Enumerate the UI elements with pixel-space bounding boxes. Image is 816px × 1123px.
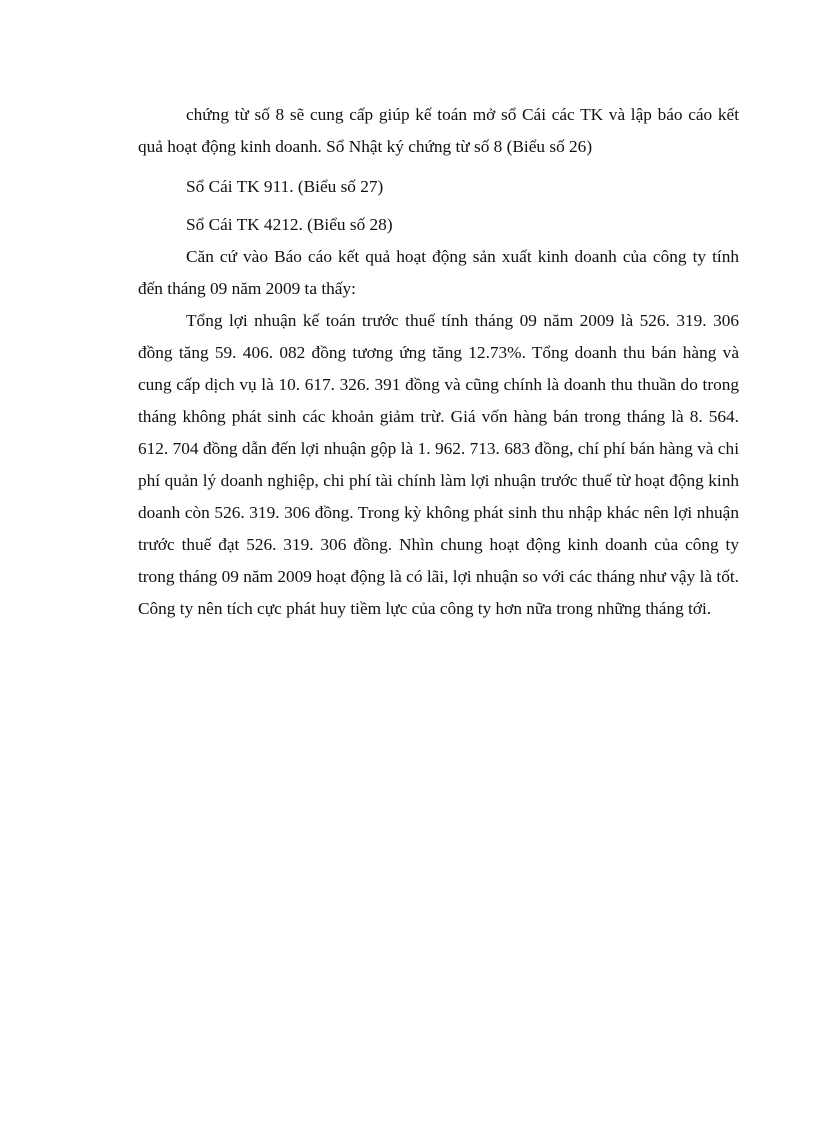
paragraph-ledger-911: Sổ Cái TK 911. (Biểu số 27): [186, 177, 384, 196]
paragraph-profit-analysis: Tổng lợi nhuận kế toán trước thuế tính tháng 09 năm 2009 là 526. 319. 306 đồng tăng 59. 406. 082 đồng tương ứng tăng 12.73%. Tổng doanh thu bán hàng và cung cấp dịch vụ là 10. 617. 326. 391 đồng và cũng chính là doanh thu thuần do trong tháng không phát sinh các khoản giảm trừ. Giá vốn hàng bán trong tháng là 8. 564. 612. 704 đồng dẫn đến lợi nhuận gộp là 1. 962. 713. 683 đồng, chí phí bán hàng và chi phí quản lý doanh nghiệp, chi phí tài chính làm lợi nhuận trước thuế từ hoạt động kinh doanh còn 526. 319. 306 đồng. Trong kỳ không phát sinh thu nhập khác nên lợi nhuận trước thuế đạt 526. 319. 306 đồng. Nhìn chung hoạt động kinh doanh của công ty trong tháng 09 năm 2009 hoạt động là có lãi, lợi nhuận so với các tháng như vậy là tốt. Công ty nên tích cực phát huy tiềm lực của công ty hơn nữa trong những tháng tới.: [138, 311, 739, 618]
document-body: [138, 99, 739, 625]
paragraph-report-basis: Căn cứ vào Báo cáo kết quả hoạt động sản xuất kinh doanh của công ty tính đến tháng 09 năm 2009 ta thấy:: [138, 247, 739, 298]
paragraph-ledger-intro: chứng từ số 8 sẽ cung cấp giúp kế toán mở sổ Cái các TK và lập báo cáo kết quả hoạt động kinh doanh. Sổ Nhật ký chứng từ số 8 (Biểu số 26): [138, 105, 739, 156]
paragraph-ledger-4212: Sổ Cái TK 4212. (Biểu số 28): [186, 215, 393, 234]
